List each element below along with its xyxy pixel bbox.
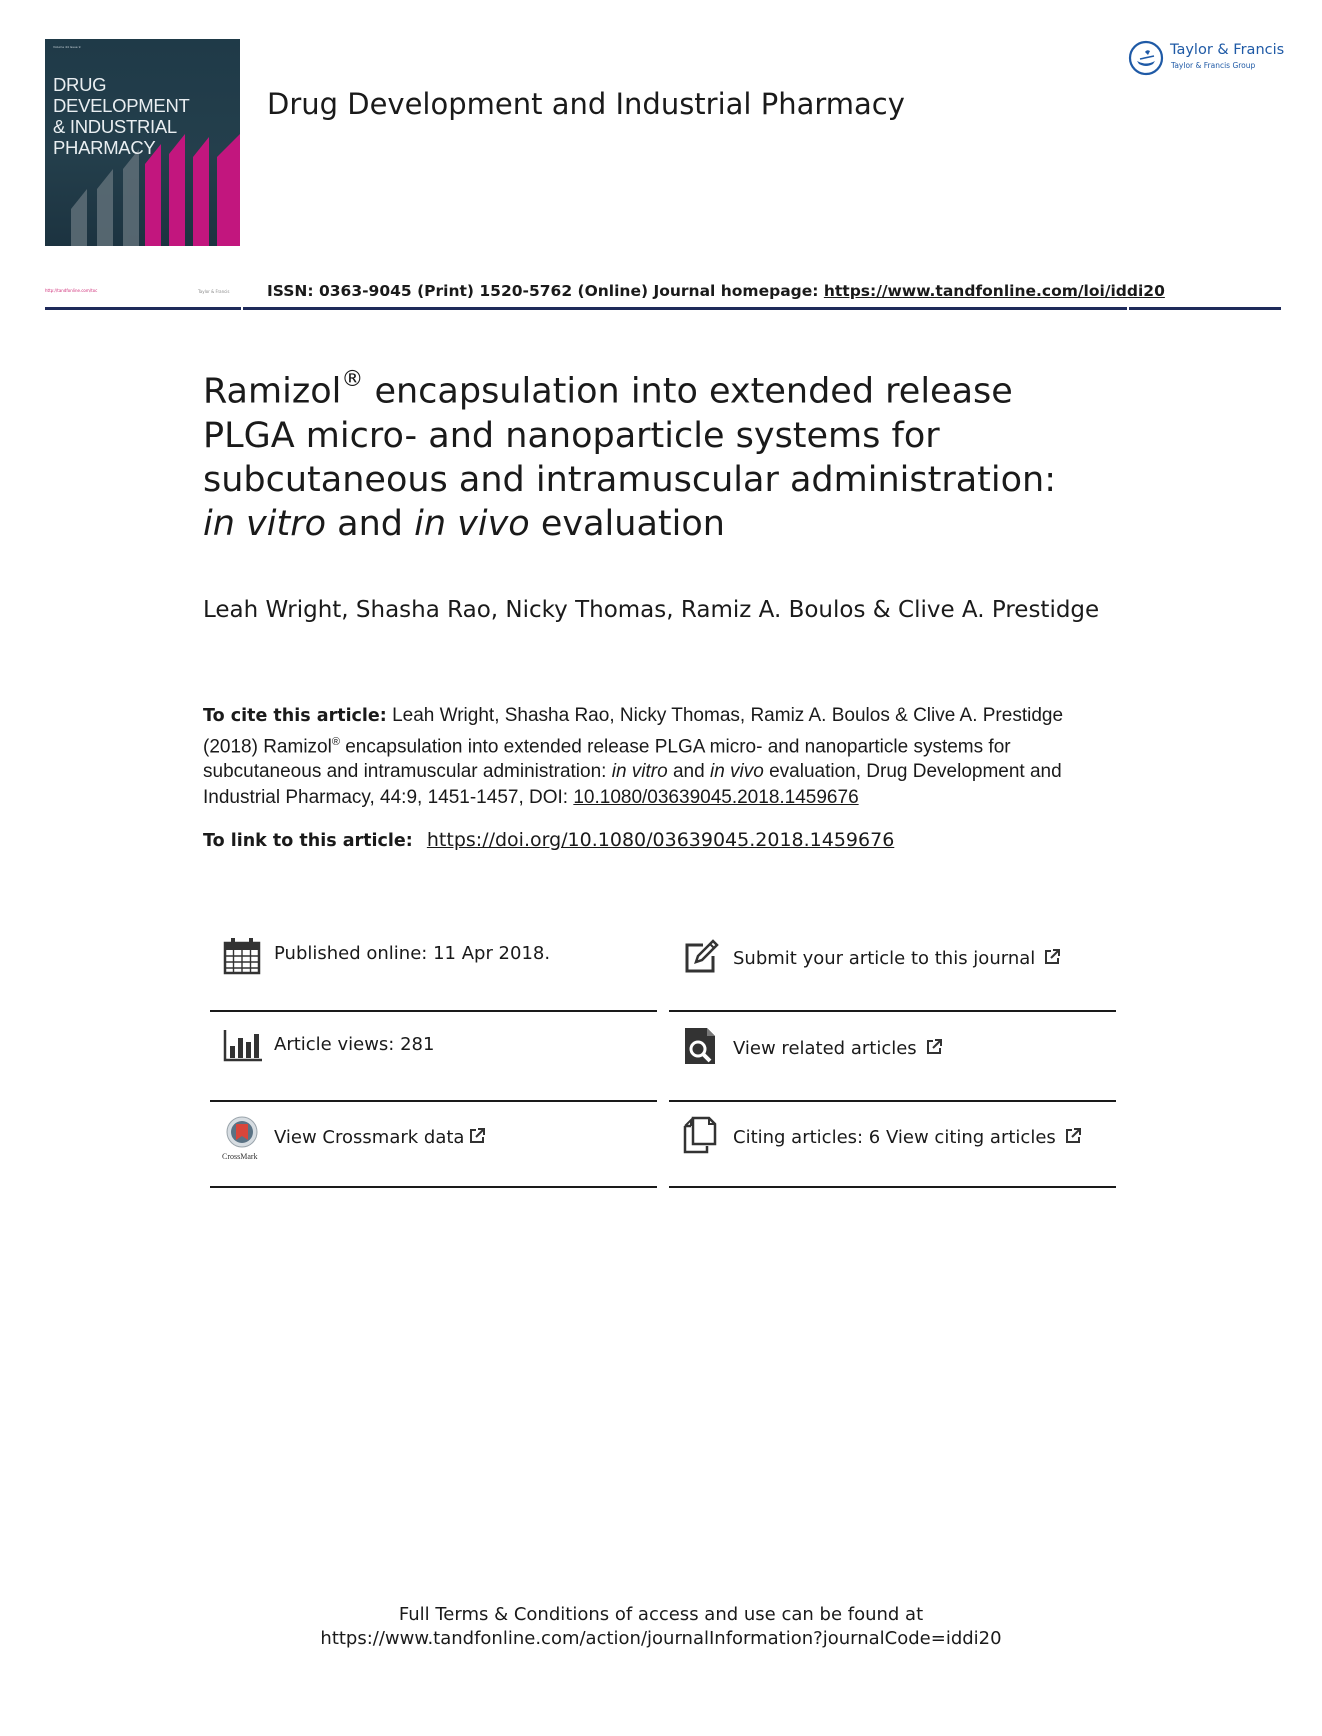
article-title: Ramizol® encapsulation into extended release PLGA micro- and nanoparticle systems for subcutaneous and intramuscular administration: in vitro and in vivo evaluation <box>203 367 1056 544</box>
citation-block: To cite this article: Leah Wright, Shasha Rao, Nicky Thomas, Ramiz A. Boulos & Clive A. Prestidge (2018) Ramizol® encapsulation into extended release PLGA micro- and nanoparticle systems for subcutaneous and intramuscular administration: in vitro and in vivo evaluation, Drug Development and Industrial Pharmacy, 44:9, 1451-1457, DOI: 10.1080/03639045.2018.1459676 <box>203 705 1064 808</box>
journal-name: Drug Development and Industrial Pharmacy <box>267 87 905 121</box>
publisher-logo[interactable] <box>1128 40 1298 76</box>
external-link-icon <box>1064 1127 1082 1145</box>
external-link-icon <box>1043 948 1061 966</box>
registered-mark: ® <box>341 367 364 392</box>
published-online-text: Published online: 11 Apr 2018. <box>274 943 551 964</box>
issn-line <box>267 282 1165 300</box>
footer-line-1: Full Terms & Conditions of access and use can be found at <box>398 1604 924 1625</box>
tiny-publisher-text: Taylor & Francis <box>198 289 230 294</box>
cell-rule <box>669 1186 1116 1188</box>
header-rule <box>45 307 1281 310</box>
tiny-url-text: http://tandfonline.com/toc <box>45 288 98 293</box>
citing-articles-link[interactable]: Citing articles: 6 View citing articles <box>733 1127 1082 1148</box>
header-rule-gap <box>241 306 243 311</box>
external-link-icon <box>925 1038 943 1056</box>
cover-title: DRUG DEVELOPMENT & INDUSTRIAL PHARMACY <box>53 74 190 158</box>
crossmark-icon <box>222 1116 262 1156</box>
cell-rule <box>669 1010 1116 1012</box>
calendar-icon <box>222 936 262 976</box>
article-views-cell <box>210 1016 657 1102</box>
related-articles-link[interactable]: View related articles <box>733 1038 943 1059</box>
submit-article-link[interactable]: Submit your article to this journal <box>733 948 1061 969</box>
journal-homepage-link[interactable]: https://www.tandfonline.com/loi/iddi20 <box>823 282 1165 300</box>
article-link-label: To link to this article: <box>203 831 419 851</box>
header-rule-gap <box>1127 306 1129 311</box>
cell-rule <box>210 1186 657 1188</box>
article-doi-url[interactable]: https://doi.org/10.1080/03639045.2018.1459676 <box>426 829 895 851</box>
crossmark-link[interactable]: View Crossmark data <box>274 1127 486 1148</box>
article-views-text: Article views: 281 <box>274 1034 435 1055</box>
publisher-name: Taylor & Francis <box>1170 42 1285 58</box>
crossmark-cell[interactable] <box>210 1102 657 1188</box>
publisher-logo-icon <box>1128 40 1164 76</box>
submit-article-cell[interactable] <box>669 926 1116 1012</box>
citing-articles-cell[interactable] <box>669 1102 1116 1188</box>
doi-link[interactable]: 10.1080/03639045.2018.1459676 <box>573 786 859 808</box>
citation-label: To cite this article: <box>203 706 387 726</box>
published-online-cell <box>210 926 657 1012</box>
search-document-icon <box>681 1026 721 1066</box>
related-articles-cell[interactable] <box>669 1016 1116 1102</box>
crossmark-logo-text: CrossMark <box>222 1152 258 1161</box>
authors: Leah Wright, Shasha Rao, Nicky Thomas, Ramiz A. Boulos & Clive A. Prestidge <box>203 597 1100 623</box>
publisher-sub: Taylor & Francis Group <box>1171 61 1256 70</box>
issn-text: ISSN: 0363-9045 (Print) 1520-5762 (Online) Journal homepage: <box>267 282 824 300</box>
cover-issue-text: Volume 44 Issue 9 <box>53 45 81 49</box>
external-link-icon <box>468 1127 486 1145</box>
footer-terms-url[interactable]: https://www.tandfonline.com/action/journalInformation?journalCode=iddi20 <box>320 1628 1002 1649</box>
copy-documents-icon <box>681 1114 721 1154</box>
edit-icon <box>681 936 721 976</box>
article-link-line <box>203 829 894 851</box>
terms-footer <box>0 1603 1322 1651</box>
cell-rule <box>210 1010 657 1012</box>
journal-cover[interactable] <box>45 39 240 246</box>
bar-chart-icon <box>222 1026 262 1066</box>
